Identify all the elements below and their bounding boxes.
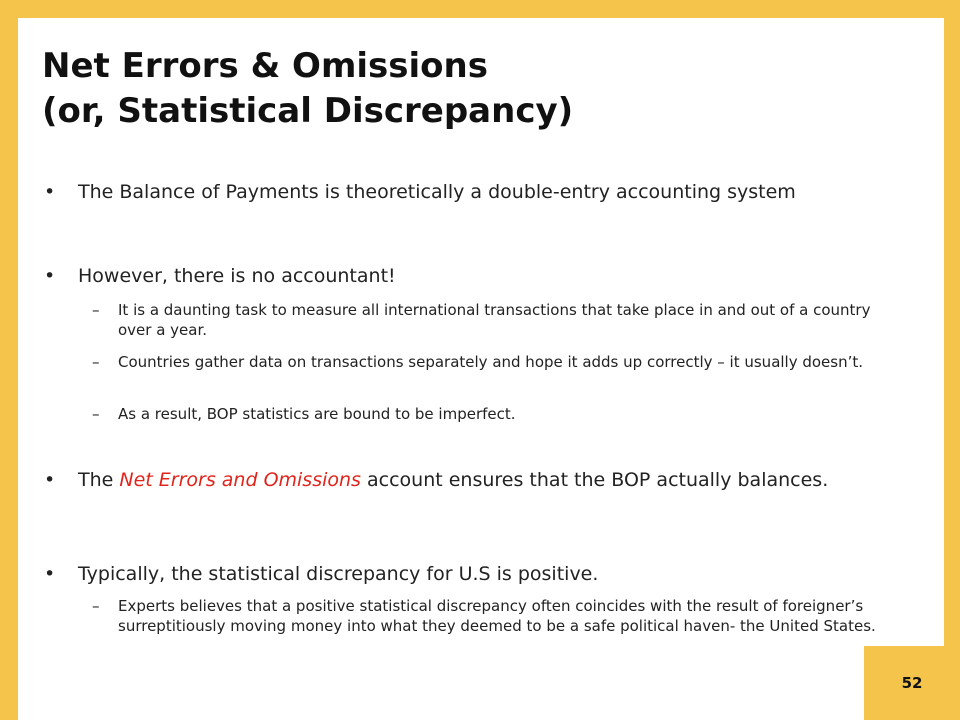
slide-content <box>18 18 944 720</box>
dash-marker: – <box>92 301 100 319</box>
bullet-marker: • <box>44 469 56 491</box>
bullet-marker: • <box>44 265 56 287</box>
dash-marker: – <box>92 405 100 423</box>
bullet-marker: • <box>44 181 56 203</box>
dash-marker: – <box>92 597 100 615</box>
bullet-3-text <box>78 468 898 492</box>
bullet-2-text: However, there is no accountant! <box>78 265 396 287</box>
bullet-3-text-before: The <box>78 469 120 491</box>
bullet-3-text-after: account ensures that the BOP actually balances. <box>360 469 829 491</box>
title-line-2: (or, Statistical Discrepancy) <box>42 91 574 131</box>
net-errors-highlight: Net Errors and Omissions <box>119 469 361 491</box>
bullet-1-text: The Balance of Payments is theoretically a double-entry accounting system <box>78 181 796 203</box>
page-number: 52 <box>864 646 960 720</box>
sub-bullet-2-1-text: It is a daunting task to measure all international transactions that take place in and out of a country over a year. <box>118 301 871 339</box>
sub-bullet-2-3-text: As a result, BOP statistics are bound to be imperfect. <box>118 405 516 423</box>
sub-bullet-2-2-text: Countries gather data on transactions separately and hope it adds up correctly – it usually doesn’t. <box>118 353 864 371</box>
dash-marker: – <box>92 353 100 371</box>
title-line-1: Net Errors & Omissions <box>42 46 488 86</box>
sub-bullet-4-1-text: Experts believes that a positive statistical discrepancy often coincides with the result of foreigner’s surreptitiously moving money into what they deemed to be a safe political haven- the United States. <box>118 597 876 635</box>
bullet-marker: • <box>44 563 56 585</box>
bullet-4-text: Typically, the statistical discrepancy for U.S is positive. <box>78 563 599 585</box>
slide <box>18 18 944 720</box>
